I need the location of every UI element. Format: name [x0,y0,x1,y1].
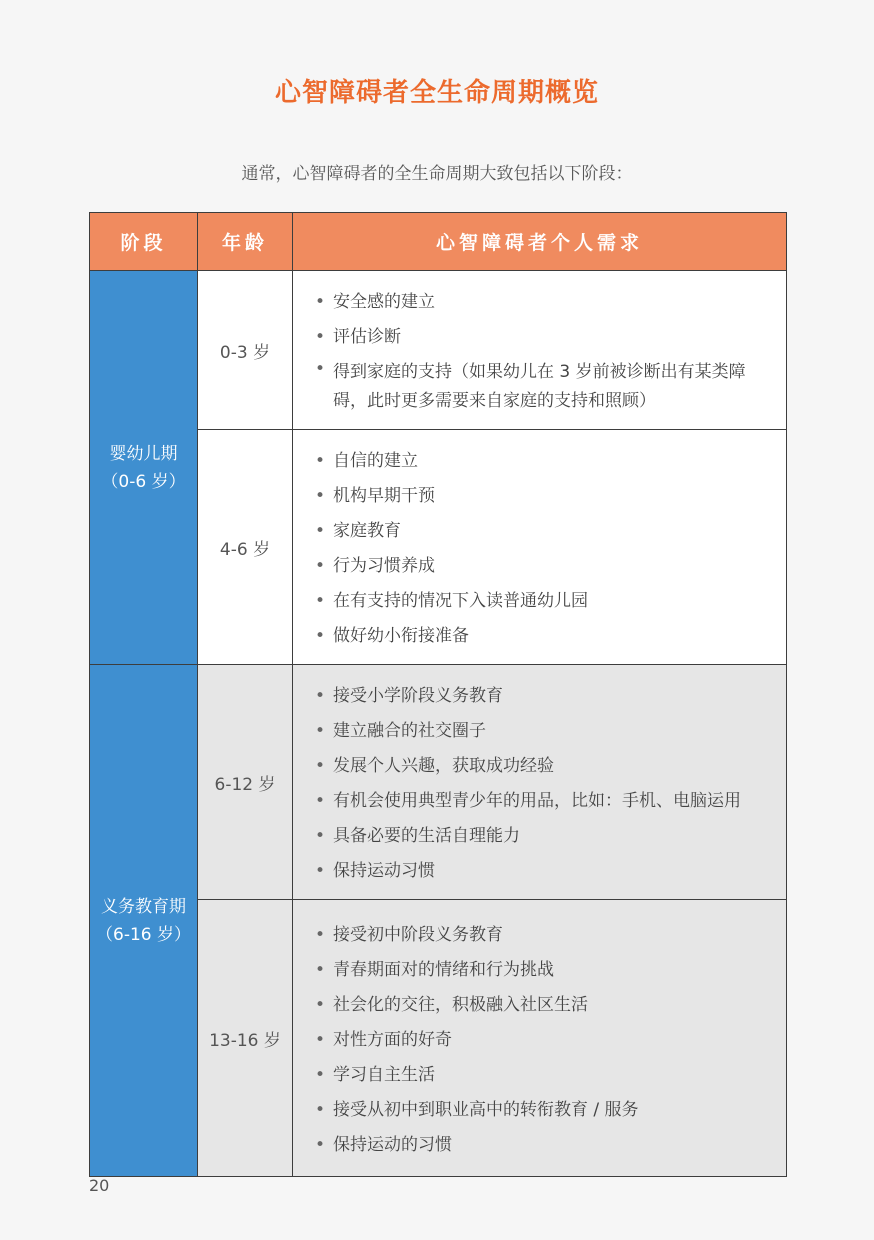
stage-name: 义务教育期 [101,896,186,917]
header-stage: 阶段 [90,213,198,271]
list-item: • 接受初中阶段义务教育 [315,918,786,953]
table-row [90,665,787,900]
needs-list [293,665,786,899]
list-item: • 安全感的建立 [315,285,786,320]
list-item: • 对性方面的好奇 [315,1023,786,1058]
needs-list [293,430,786,664]
list-item: • 学习自主生活 [315,1058,786,1093]
list-item: • 接受从初中到职业高中的转衔教育 / 服务 [315,1093,786,1128]
age-cell: 0-3 岁 [198,271,293,430]
list-item: • 社会化的交往，积极融入社区生活 [315,988,786,1023]
list-item: • 建立融合的社交圈子 [315,714,786,749]
stage-cell-infant [90,271,198,665]
list-item: • 青春期面对的情绪和行为挑战 [315,953,786,988]
list-item: • 家庭教育 [315,514,786,549]
table-row [90,271,787,430]
list-item: • 具备必要的生活自理能力 [315,819,786,854]
list-item: • 保持运动习惯 [315,854,786,889]
list-item: • 在有支持的情况下入读普通幼儿园 [315,584,786,619]
list-item: • 有机会使用典型青少年的用品，比如：手机、电脑运用 [315,784,786,819]
age-cell: 6-12 岁 [198,665,293,900]
needs-cell [293,665,787,900]
page-title: 心智障碍者全生命周期概览 [274,78,599,108]
needs-cell [293,430,787,665]
list-item: • 自信的建立 [315,444,786,479]
lifecycle-table [89,212,787,1177]
list-item: • 得到家庭的支持（如果幼儿在 3 岁前被诊断出有某类障碍，此时更多需要来自家庭的支持和照顾） [315,355,786,419]
list-item: • 做好幼小衔接准备 [315,619,786,654]
list-item: • 保持运动的习惯 [315,1128,786,1163]
needs-list [293,271,786,429]
needs-cell [293,900,787,1177]
age-cell: 4-6 岁 [198,430,293,665]
table-header-row [90,213,787,271]
page-number: 20 [89,1176,110,1195]
age-cell: 13-16 岁 [198,900,293,1177]
list-item: • 接受小学阶段义务教育 [315,679,786,714]
list-item: • 发展个人兴趣，获取成功经验 [315,749,786,784]
stage-range: （6-16 岁） [96,924,191,945]
header-age: 年龄 [198,213,293,271]
list-item: • 机构早期干预 [315,479,786,514]
list-item: • 行为习惯养成 [315,549,786,584]
stage-cell-compulsory [90,665,198,1177]
intro-text: 通常，心智障碍者的全生命周期大致包括以下阶段： [241,164,633,184]
list-item: • 评估诊断 [315,320,786,355]
needs-list [293,904,786,1173]
stage-range: （0-6 岁） [101,471,186,492]
stage-name: 婴幼儿期 [109,443,178,464]
header-needs: 心智障碍者个人需求 [293,213,787,271]
needs-cell [293,271,787,430]
